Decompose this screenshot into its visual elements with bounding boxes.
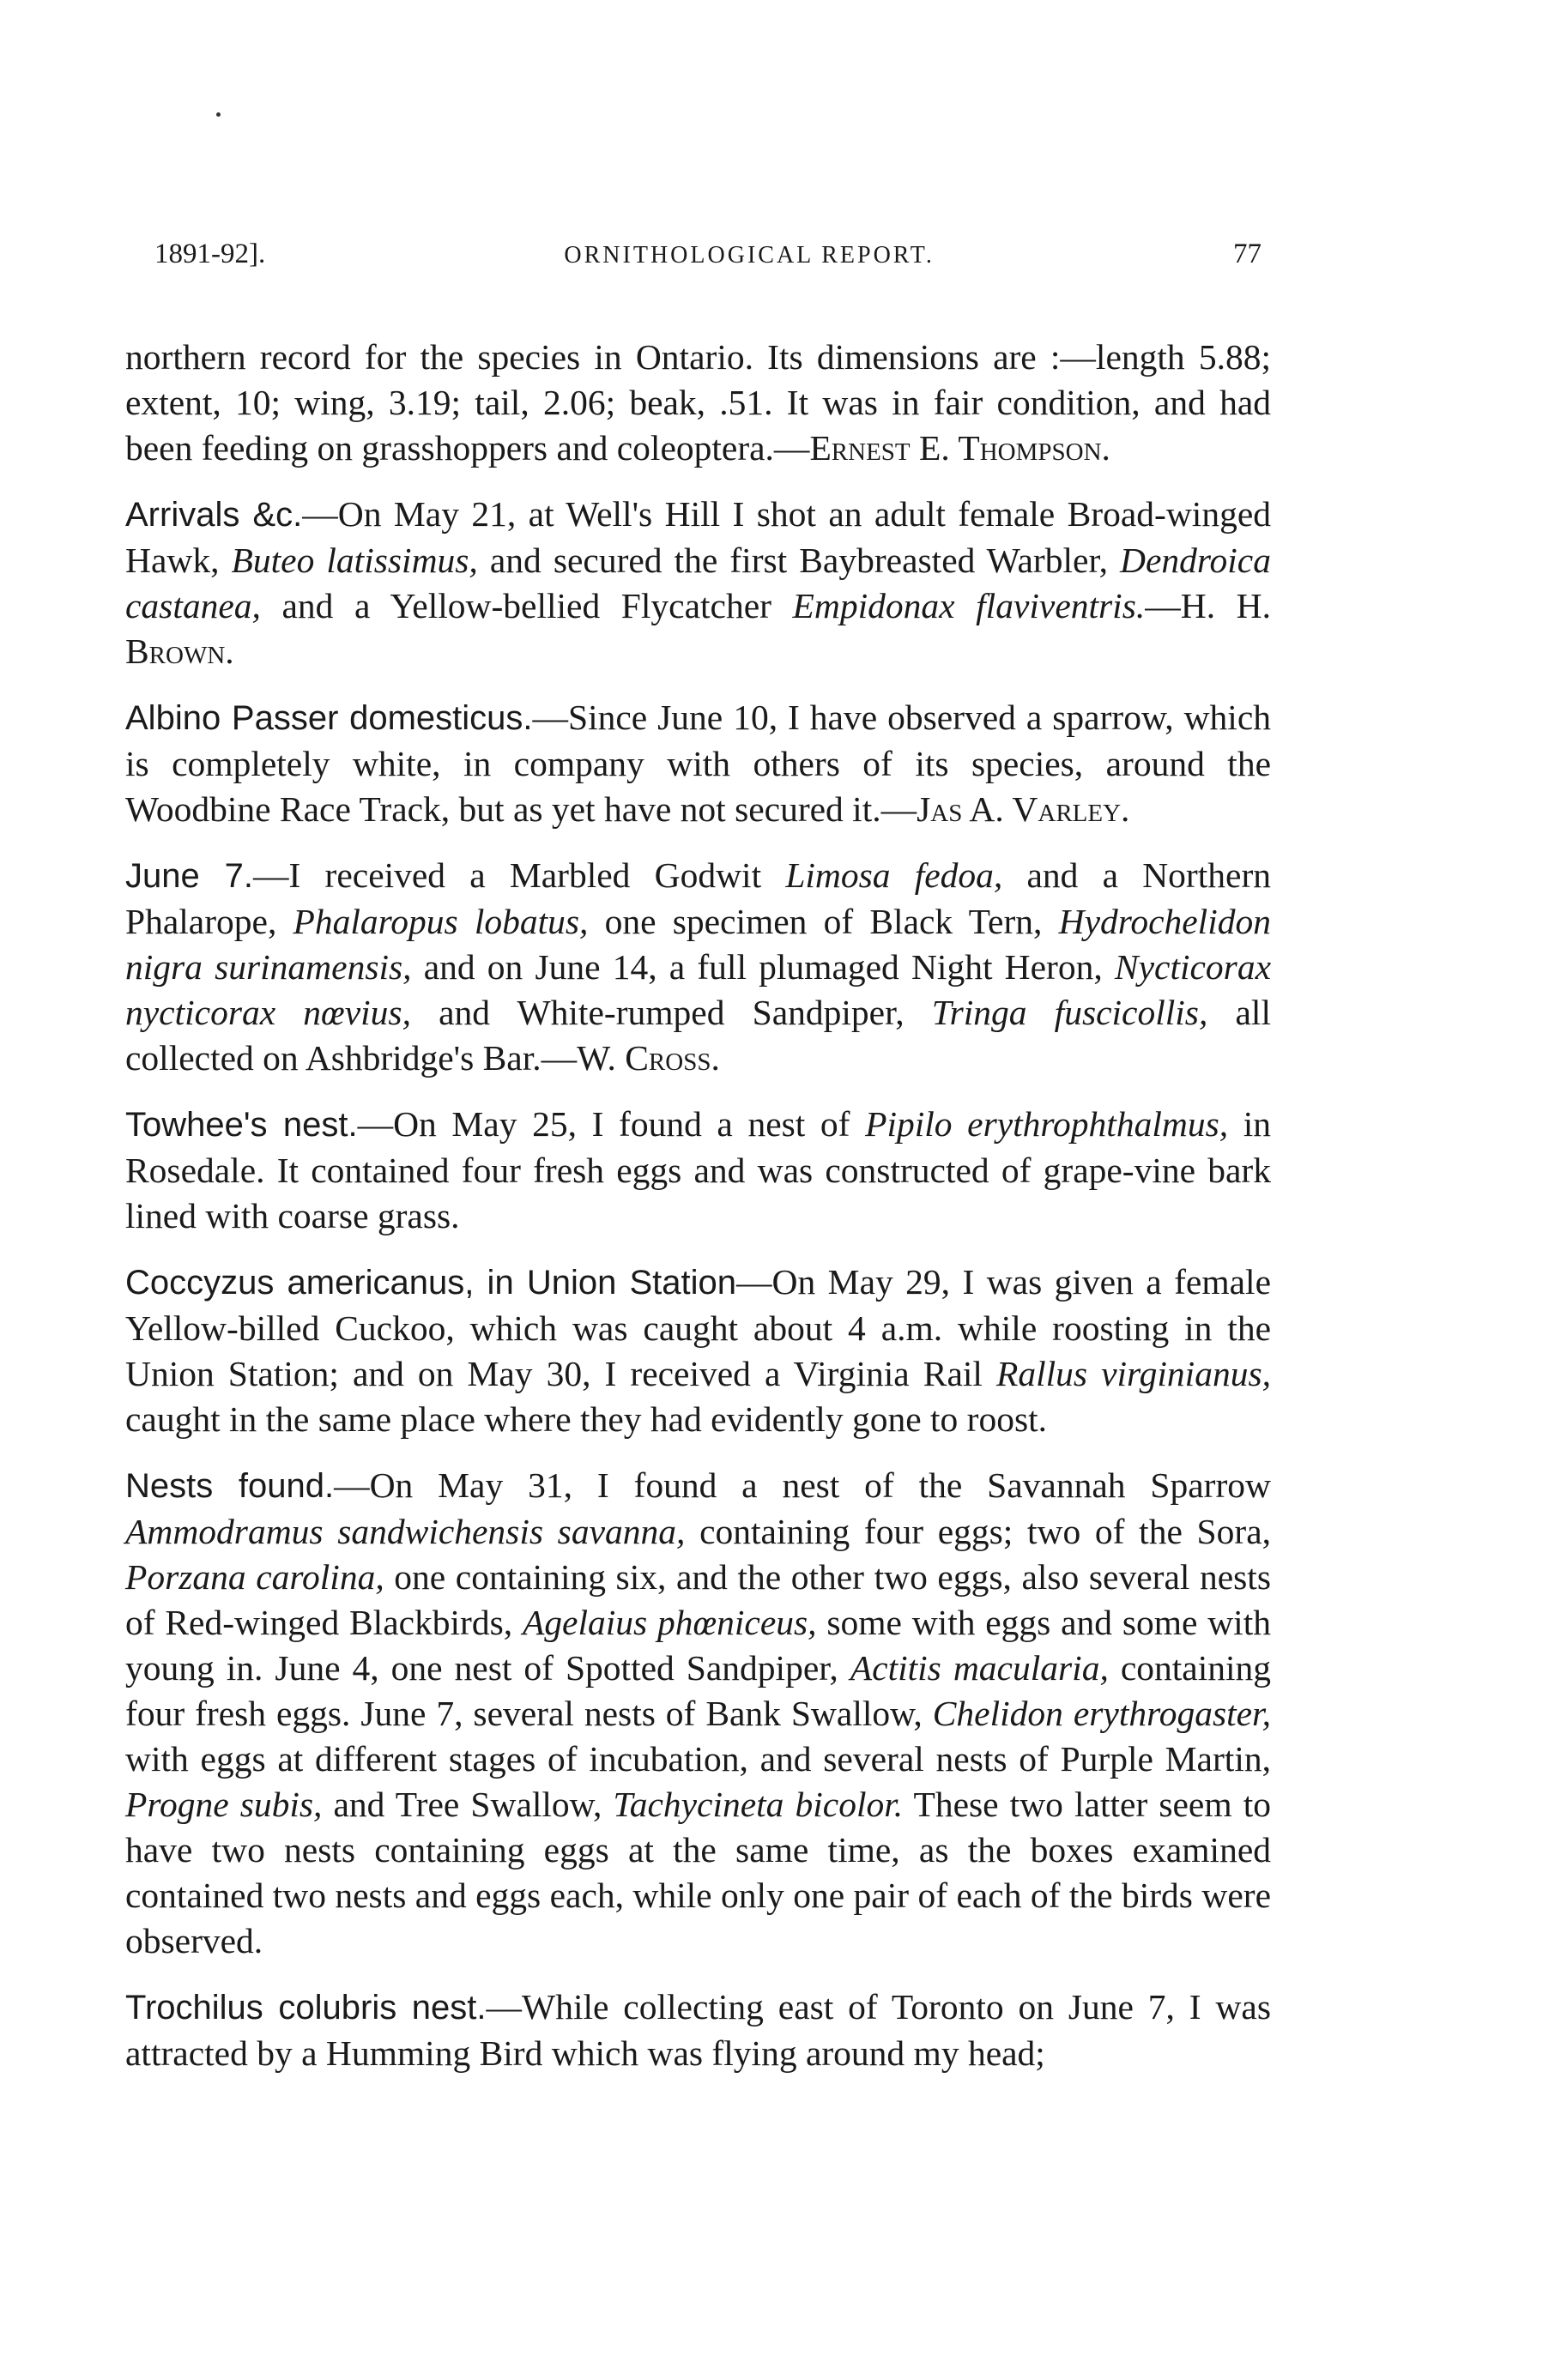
paragraph-p5 [125, 1259, 1271, 1442]
paragraph-text: —On May 31, I found a nest of the Savannah Sparrow [334, 1465, 1271, 1505]
header-year: 1891-92]. [154, 239, 266, 269]
paragraph-text: and White-rumped Sandpiper, [410, 993, 932, 1032]
section-heading: Albino Passer domesticus. [125, 699, 533, 737]
species-name: Rallus virginianus, [995, 1354, 1271, 1393]
paragraph-text: one specimen of Black Tern, [588, 902, 1059, 941]
species-name: Phalaropus lobatus, [293, 902, 589, 941]
species-name: Nycticorax nycticorax nœvius, [125, 947, 1271, 1032]
page-number: 77 [1233, 239, 1262, 269]
species-name: Dendroica castanea, [125, 541, 1271, 625]
article-body [125, 335, 1271, 2097]
paragraph-text: —On May 29, I was given a female Yellow-billed Cuckoo, which was caught about 4 a.m. while roosting in the Union Station; and on May 30, I received a Virginia Rail [125, 1262, 1271, 1393]
paragraph-text: and a Northern Phalarope, [125, 855, 1272, 941]
section-heading: June 7. [125, 857, 254, 895]
species-name: Agelaius phœniceus, [522, 1603, 817, 1642]
paragraph-p3 [125, 853, 1271, 1081]
section-heading: Towhee's nest. [125, 1106, 358, 1144]
paragraph-text: and a Yellow-bellied Flycatcher [260, 586, 793, 625]
running-header [154, 239, 1262, 270]
author-signature: Jas A. Varley. [917, 789, 1130, 829]
paragraph-text: These two latter seem to have two nests containing eggs at the same time, as the boxes examined contained two nests and eggs each, while only one pair of each of the birds were observed. [125, 1785, 1271, 1960]
species-name: Ammodramus sandwichensis savanna, [125, 1512, 686, 1551]
paragraph-text: and Tree Swallow, [322, 1785, 614, 1824]
paragraph-p4 [125, 1102, 1271, 1239]
section-heading: Coccyzus americanus, in Union Station [125, 1264, 737, 1302]
species-name: Tringa fuscicollis, [931, 993, 1208, 1032]
species-name: Limosa fedoa, [785, 855, 1003, 895]
paragraph-text: with eggs at different stages of incubation, and several nests of Purple Martin, [125, 1739, 1271, 1779]
paragraph-text: in Rosedale. It contained four fresh eggs and was constructed of grape-vine bark lined with coarse grass. [125, 1104, 1272, 1235]
paragraph-text: all collected on Ashbridge's Bar.—W. [125, 993, 1271, 1078]
species-name: Buteo latissimus, [231, 541, 478, 580]
paragraph-text: —On May 25, I found a nest of [357, 1104, 866, 1144]
paragraph-text: containing four fresh eggs. June 7, several nests of Bank Swallow, [125, 1648, 1272, 1733]
paragraph-text: —Since June 10, I have observed a sparrow, which is completely white, in company with others of its species, around the Woodbine Race Track, but as yet have not secured it.— [125, 698, 1271, 829]
section-heading: Nests found. [125, 1467, 335, 1505]
paragraph-text: and on June 14, a full plumaged Night Heron, [411, 947, 1115, 987]
paragraph-p0 [125, 335, 1271, 471]
species-name: Porzana carolina, [125, 1557, 384, 1597]
species-name: Empidonax flaviventris. [792, 586, 1146, 625]
header-title: ORNITHOLOGICAL REPORT. [564, 242, 935, 269]
paragraph-text: caught in the same place where they had evidently gone to roost. [125, 1399, 1048, 1439]
paragraph-text: one containing six, and the other two eggs, also several nests of Red-winged Blackbirds, [125, 1557, 1271, 1642]
print-speck [216, 112, 221, 117]
paragraph-text: containing four eggs; two of the Sora, [685, 1512, 1271, 1551]
paragraph-text: —H. H. [1145, 586, 1271, 625]
paragraph-text: some with eggs and some with young in. June 4, one nest of Spotted Sandpiper, [125, 1603, 1271, 1688]
author-signature: Brown. [125, 631, 234, 671]
author-signature: Cross. [625, 1038, 720, 1078]
species-name: Hydrochelidon nigra surinamensis, [125, 902, 1271, 987]
paragraph-p6 [125, 1463, 1271, 1964]
section-heading: Arrivals &c. [125, 496, 303, 534]
paragraph-text: —While collecting east of Toronto on June 7, I was attracted by a Humming Bird which was flying around my head; [125, 1987, 1271, 2073]
paragraph-p2 [125, 695, 1271, 832]
species-name: Actitis macularia, [850, 1648, 1109, 1688]
section-heading: Trochilus colubris nest. [125, 1989, 487, 2027]
paragraph-text: and secured the first Baybreasted Warbler, [477, 541, 1121, 580]
species-name: Pipilo erythrophthalmus, [865, 1104, 1229, 1144]
paragraph-p1 [125, 492, 1271, 674]
paragraph-text: northern record for the species in Ontario. Its dimensions are :—length 5.88; extent, 10; wing, 3.19; tail, 2.06; beak, .51. It was in fair condition, and had been feeding on grasshoppers and coleoptera.— [125, 337, 1271, 468]
paragraph-p7 [125, 1984, 1271, 2076]
paragraph-text: —I received a Marbled Godwit [253, 855, 786, 895]
author-signature: Ernest E. Thompson. [809, 428, 1110, 468]
species-name: Chelidon erythrogaster, [932, 1694, 1271, 1733]
paragraph-text: —On May 21, at Well's Hill I shot an adult female Broad-winged Hawk, [125, 494, 1272, 580]
species-name: Progne subis, [125, 1785, 323, 1824]
species-name: Tachycineta bicolor. [613, 1785, 904, 1824]
